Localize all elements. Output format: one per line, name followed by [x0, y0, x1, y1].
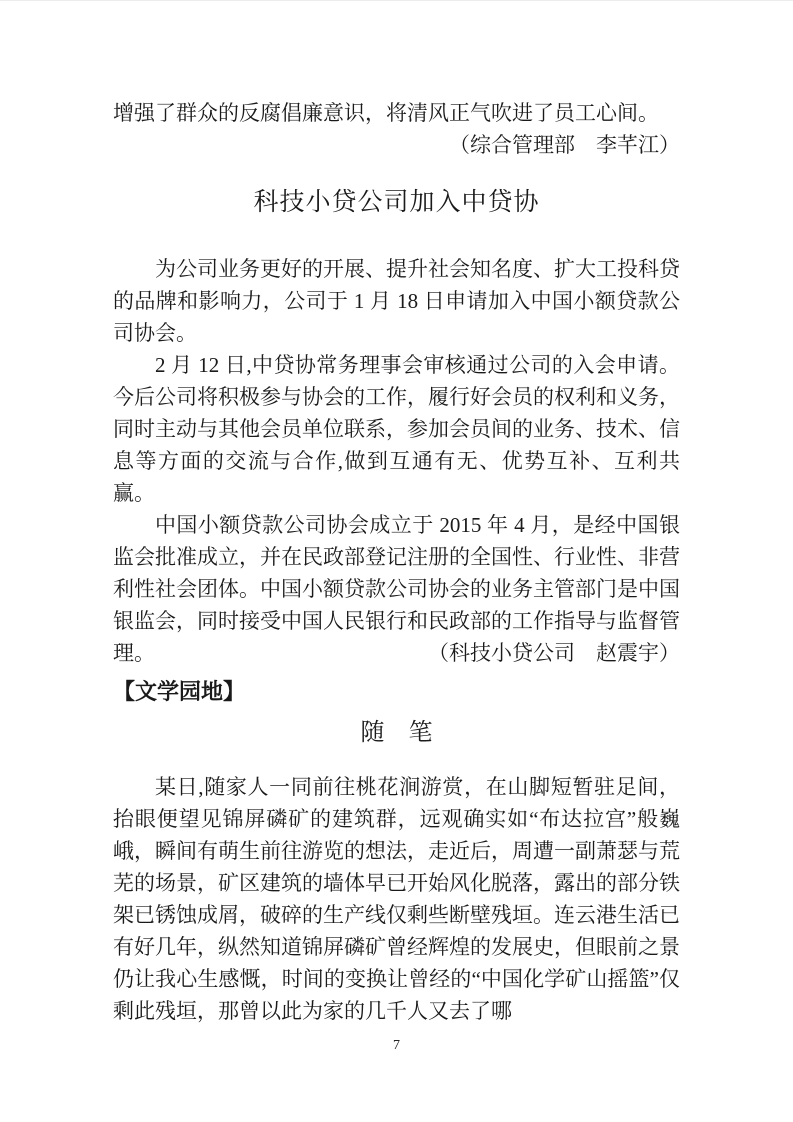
article-title: 科技小贷公司加入中贷协	[253, 188, 540, 216]
page-number: 7	[393, 1038, 400, 1053]
article-paragraph-3	[113, 509, 680, 669]
essay-paragraph-1: 某日,随家人一同前往桃花涧游赏，在山脚短暂驻足间，抬眼便望见锦屏磷矿的建筑群，远观确实如“布达拉宫”般巍峨，瞬间有萌生前往游览的想法，走近后，周遭一副萧瑟与荒芜的场景，矿区建筑的墙体早已开始风化脱落，露出的部分铁架已锈蚀成屑，破碎的生产线仅剩些断壁残垣。连云港生活已有好几年，纵然知道锦屏磷矿曾经辉煌的发展史，但眼前之景仍让我心生感慨，时间的变换让曾经的“中国化学矿山摇篮”仅剩此残垣，那曾以此为家的几千人又去了哪	[113, 775, 680, 1023]
previous-article-closing-line: 增强了群众的反腐倡廉意识，将清风正气吹进了员工心间。	[113, 101, 659, 125]
previous-article-signature: （综合管理部 李芊江）	[449, 133, 680, 157]
article-paragraph-2: 2 月 12 日,中贷协常务理事会审核通过公司的入会申请。今后公司将积极参与协会的工作，履行好会员的权利和义务，同时主动与其他会员单位联系，参加会员间的业务、技术、信息等方面的交流与合作,做到互通有无、优势互补、互利共赢。	[113, 353, 680, 505]
article-paragraph-1: 为公司业务更好的开展、提升社会知名度、扩大工投科贷的品牌和影响力，公司于 1 月 18 日申请加入中国小额贷款公司协会。	[113, 257, 680, 345]
literature-section-label: 【文学园地】	[113, 679, 246, 704]
article-paragraph-3-text: 中国小额贷款公司协会成立于 2015 年 4 月，是经中国银监会批准成立，并在民政部登记注册的全国性、行业性、非营利性社会团体。中国小额贷款公司协会的业务主管部门是中国银监会，同时接受中国人民银行和民政部的工作指导与监督管理。	[113, 513, 680, 665]
essay-title: 随 笔	[360, 719, 433, 746]
page-content	[113, 97, 680, 1027]
article-signature: （科技小贷公司 赵震宇）	[428, 641, 680, 665]
